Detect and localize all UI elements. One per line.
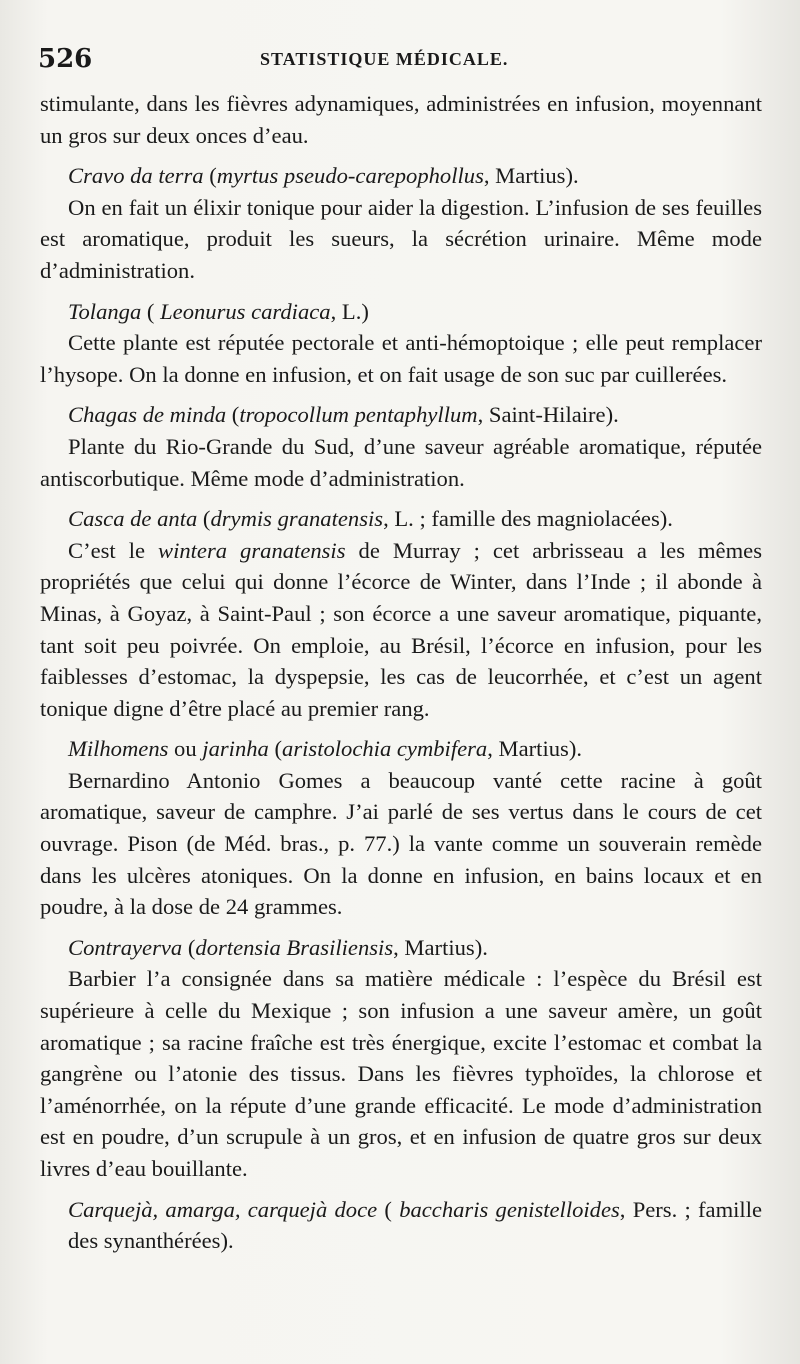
entry-heading-tolanga [40,296,762,328]
latin-name: dortensia Brasiliensis [195,934,394,960]
text-run: de Murray ; cet arbrisseau a les mêmes propriétés que celui qui donne l’écorce de Winter, dans l’Inde ; il abonde à Minas, à Goyaz, à Saint-Paul ; son écorce a une saveur aromatique, piquante, tant soit peu poivrée. On emploie, au Brésil, l’écorce en infusion, pour les faiblesses d’estomac, la dyspepsie, les cas de leucorrhée, et c’est un agent tonique digne d’être placé au premier rang. [40,537,762,721]
plant-name: Chagas de minda [68,402,227,428]
paragraph-contrayerva: Barbier l’a consignée dans sa matière médicale : l’espèce du Brésil est supérieure à celle du Mexique ; son infusion a une saveur amère, un goût aromatique ; sa racine fraîche est très énergique, excite l’estomac et combat la gangrène ou l’atonie des tissus. Dans les fièvres typhoïdes, la chlorose et l’aménorrhée, on la répute d’une grande efficacité. Le mode d’administration est en poudre, d’un scrupule à un gros, et en infusion de quatre gros sur deux livres d’eau bouillante. [40,966,762,1181]
page-number: 526 [38,44,93,74]
paren-open: ( [141,298,161,324]
paragraph-chagas-de-minda: Plante du Rio-Grande du Sud, d’une saveur agréable aromatique, réputée antiscorbutique. Même mode d’administration. [40,433,762,491]
paren-open: ( [197,506,211,532]
paragraph-cravo-da-terra: On en fait un élixir tonique pour aider la digestion. L’infusion de ses feuilles est aromatique, produit les sueurs, la sécrétion urinaire. Même mode d’administration. [40,194,762,283]
plant-name-alt: jarinha [202,736,269,762]
plant-name: Cravo da terra [68,163,204,189]
plant-name: Carquejà, amarga, carquejà doce [68,1196,378,1222]
paren-open: ( [226,402,240,428]
plant-name: Milhomens [68,736,169,762]
body-text [40,88,762,1257]
latin-name: tropocollum pentaphyllum [239,402,478,428]
running-title: STATISTIQUE MÉDICALE. [260,49,509,69]
conjunction: ou [168,736,203,762]
paren-open: ( [182,934,196,960]
latin-name: drymis granatensis [210,506,384,532]
entry-heading-milhomens [40,733,762,765]
authority: , Martius). [393,934,488,960]
plant-name: Contrayerva [68,934,183,960]
latin-name: Leonurus cardiaca [160,298,331,324]
text-run: C’est le [68,537,159,563]
paren-open: ( [268,736,283,762]
latin-name: myrtus pseudo-carepophollus [216,163,484,189]
plant-name: Casca de anta [68,506,198,532]
latin-name: aristolochia cymbifera [282,736,488,762]
latin-name: baccharis genistelloides [399,1196,620,1222]
authority: , Saint-Hilaire). [477,402,619,428]
entry-heading-casca-de-anta [40,503,762,535]
paragraph-milhomens: Bernardino Antonio Gomes a beaucoup vanté cette racine à goût aromatique, saveur de camphre. J’ai parlé de ses vertus dans le cours de cet ouvrage. Pison (de Méd. bras., p. 77.) la vante comme un souverain remède dans les ulcères atoniques. On la donne en infusion, en bains locaux et en poudre, à la dose de 24 grammes. [40,767,762,920]
authority: , Martius). [483,163,579,189]
authority: , Martius). [487,736,582,762]
entry-heading-cravo-da-terra [40,160,762,192]
authority: , L. ; famille des magniolacées). [383,506,673,532]
latin-name: wintera granatensis [158,537,346,563]
paragraph-casca-de-anta [40,535,762,725]
entry-heading-chagas-de-minda [40,399,762,431]
plant-name: Tolanga [68,298,142,324]
continued-paragraph: stimulante, dans les fièvres adynamiques, administrées en infusion, moyennant un gros sur deux onces d’eau. [40,91,762,148]
authority: , L.) [330,298,369,324]
entry-heading-carqueja [40,1194,762,1257]
paren-open: ( [203,163,217,189]
paren-open: ( [377,1196,400,1222]
paragraph-tolanga: Cette plante est réputée pectorale et anti-hémoptoique ; elle peut remplacer l’hysope. On la donne en infusion, et on fait usage de son suc par cuillerées. [40,330,762,387]
authority: , Pers. ; famille des synanthérées). [68,1196,763,1254]
entry-heading-contrayerva [40,932,762,964]
page-header [38,44,760,80]
